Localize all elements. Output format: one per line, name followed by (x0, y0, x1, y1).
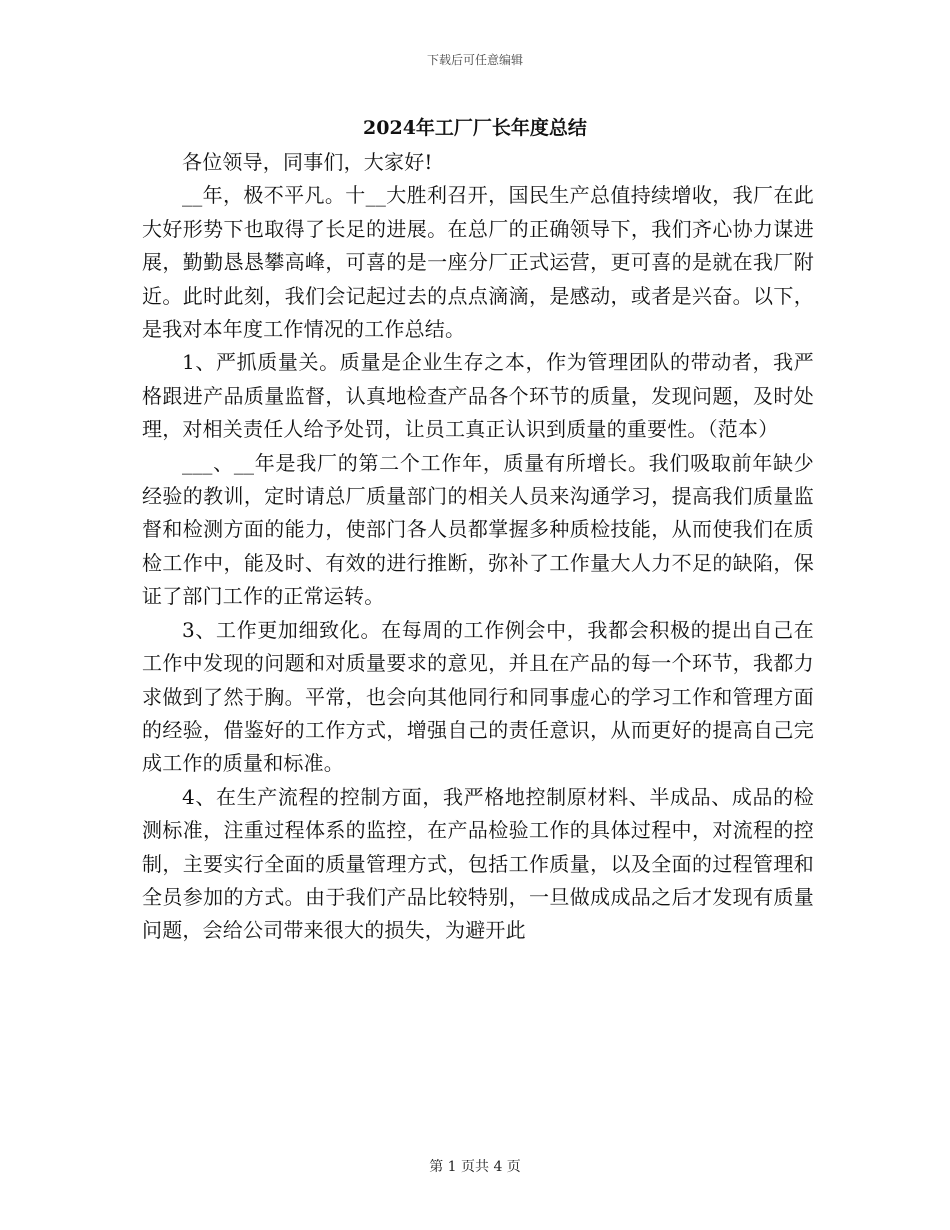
page-number-footer: 第 1 页共 4 页 (429, 1159, 521, 1175)
process-control-paragraph: 4、在生产流程的控制方面，我严格地控制原材料、半成品、成品的检测标准，注重过程体系的监控，在产品检验工作的具体过程中，对流程的控制，主要实行全面的质量管理方式，包括工作质量，以及全面的过程管理和全员参加的方式。由于我们产品比较特别，一旦做成成品之后才发现有质量问题，会给公司带来很大的损失，为避开此 (142, 784, 814, 943)
detailed-work-paragraph: 3、工作更加细致化。在每周的工作例会中，我都会积极的提出自己在工作中发现的问题和对质量要求的意见，并且在产品的每一个环节，我都力求做到了然于胸。平常，也会向其他同行和同事虚心的学习工作和管理方面的经验，借鉴好的工作方式，增强自己的责任意识，从而更好的提高自己完成工作的质量和标准。 (142, 617, 814, 776)
intro-paragraph: __年，极不平凡。十__大胜利召开，国民生产总值持续增收，我厂在此大好形势下也取得了长足的进展。在总厂的正确领导下，我们齐心协力谋进展，勤勤恳恳攀高峰，可喜的是一座分厂正式运营，更可喜的是就在我厂附近。此时此刻，我们会记起过去的点点滴滴，是感动，或者是兴奋。以下，是我对本年度工作情况的工作总结。 (142, 183, 814, 342)
document-body (142, 146, 814, 948)
greeting-paragraph: 各位领导，同事们，大家好! (182, 150, 433, 174)
quality-control-paragraph: 1、严抓质量关。质量是企业生存之本，作为管理团队的带动者，我严格跟进产品质量监督，认真地检查产品各个环节的质量，发现问题，及时处理，对相关责任人给予处罚，让员工真正认识到质量的重要性。（范本） (142, 350, 814, 442)
document-title: 2024年工厂厂长年度总结 (363, 117, 587, 139)
page-header-note: 下载后可任意编辑 (426, 53, 523, 67)
second-year-paragraph: ___、__年是我厂的第二个工作年，质量有所增长。我们吸取前年缺少经验的教训，定时请总厂质量部门的相关人员来沟通学习，提高我们质量监督和检测方面的能力，使部门各人员都掌握多种质检技能，从而使我们在质检工作中，能及时、有效的进行推断，弥补了工作量大人力不足的缺陷，保证了部门工作的正常运转。 (142, 450, 814, 609)
